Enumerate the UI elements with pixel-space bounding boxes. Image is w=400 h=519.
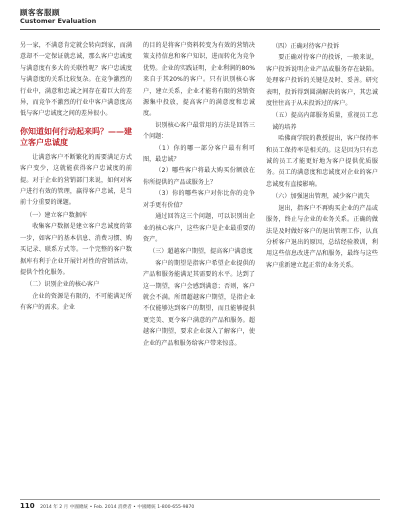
section-title: 你知道如何行动起来吗？——建立客户忠诚度 xyxy=(20,126,132,147)
article-column-1 xyxy=(20,40,132,314)
subheading: （六）加强退出管理，减少客户流失 xyxy=(272,193,370,201)
paragraph: 让满意客户不断繁化的需要满足方式客户变少，这就能获得客户忠诚度的前提。对于企业的营销部门来说，如何对客户进行有效的管理，赢得客户忠诚，是当前十分重要的课题。 xyxy=(20,153,132,207)
footer-divider xyxy=(20,499,380,500)
paragraph: 客户的期望是指客户希望企业提供的产品和服务能满足其需要的水平。达到了这一期望，客户会感到满意；否则，客户就会不满。所谓超越客户期望，是指企业不仅能够达到客户的期望，而且能够提供更完美、更令客户满意的产品和服务。超越客户期望，要求企业深入了解客户，使企业的产品和服务给客户带来惊喜。 xyxy=(143,259,255,347)
question-item: （1）你的哪一部分客户最有利可图，最忠诚？ xyxy=(143,144,255,164)
article-column-2 xyxy=(143,40,255,349)
paragraph: 哈佛商学院的教授提出，客户保持率和员工保持率是相关的。这是因为只有忠诚的员工才能更好地为客户提供优质服务。员工的满意度和忠诚度对企业的客户忠诚度有直接影响。 xyxy=(266,135,378,188)
header-divider xyxy=(20,29,380,30)
subheading: （三）超越客户期望，提高客户满意度 xyxy=(149,248,253,256)
question-item: （3）你的哪些客户对你比你的竞争对手更有价值？ xyxy=(143,190,255,209)
question-item: （2）哪些客户将最大购买份额放在你所提供的产品或服务上？ xyxy=(143,167,255,186)
subheading: （四）正确对待客户投诉 xyxy=(272,43,340,50)
header-title-cn: 顾客客服顾 xyxy=(20,8,60,17)
footer-text: 2014 年 2 月 中國總統 • Feb. 2014 消费者 • 中國總統 1-800-655-9870 xyxy=(40,505,195,510)
page-footer xyxy=(20,503,194,511)
article-column-3 xyxy=(266,40,378,271)
paragraph: 要正确对待客户的投诉，一般来说，客户投诉说明企业产品或服务存在缺陷。处理客户投诉的关键是及时、妥善。研究表明，投诉得到圆满解决的客户，其忠诚度往往高于从未投诉过的客户。 xyxy=(266,54,378,108)
subheading: （五）提高内部服务质量，重视员工忠诚的培养 xyxy=(272,112,378,131)
paragraph: 通过回答这三个问题，可以识别出企业的核心客户，这些客户是企业最重要的资产。 xyxy=(143,213,255,243)
paragraph: 识别核心客户最常用的方法是回答三个问题： xyxy=(143,121,255,141)
paragraph: 另一家，不满意肯定就会转向到家，而满意却不一定保证就忠诚，那么客户忠诚度与满意度有多大的关联性呢？客户忠诚度与满意度的关系比较复杂。在竞争激烈的行业中，满意和忠诚之间存在着巨大的差异，而竞争不激烈的行业中客户满意度高低与客户忠诚度之间的差异很小。 xyxy=(20,42,132,118)
header-title-en: Customer Evaluation xyxy=(20,17,97,25)
paragraph: 的目的是将客户资料转变为有效的营销决策支持信息和客户知识，进而转化为竞争优势。企业的实践证明，企业利润的80%来自于其20%的客户。只有识别核心客户，建立关系，企业才能将有限的营销资源集中投放，提高客户的满意度和忠诚度。 xyxy=(143,42,255,118)
page-header xyxy=(20,8,96,25)
subheading: （一）建立客户数据库 xyxy=(26,211,88,219)
paragraph: 收集客户数据是建立客户忠诚度的第一步，如客户的基本信息、消费习惯、购买记录、联系方式等。一个完整的客户数据库有利于企业开展针对性的营销活动，提供个性化服务。 xyxy=(20,223,132,276)
paragraph: 退出，指客户不再购买企业的产品或服务，终止与企业的业务关系。正确的做法是及时做好客户的退出管理工作，认真分析客户退出的原因，总结经验教训，利用这些信息改进产品和服务，最终与这些客户重新建立起正常的业务关系。 xyxy=(266,204,378,269)
subheading: （二）识别企业的核心客户 xyxy=(26,281,100,289)
page-number: 110 xyxy=(20,502,35,510)
paragraph: 企业的资源是有限的，不可能满足所有客户的需求。企业 xyxy=(20,292,132,312)
